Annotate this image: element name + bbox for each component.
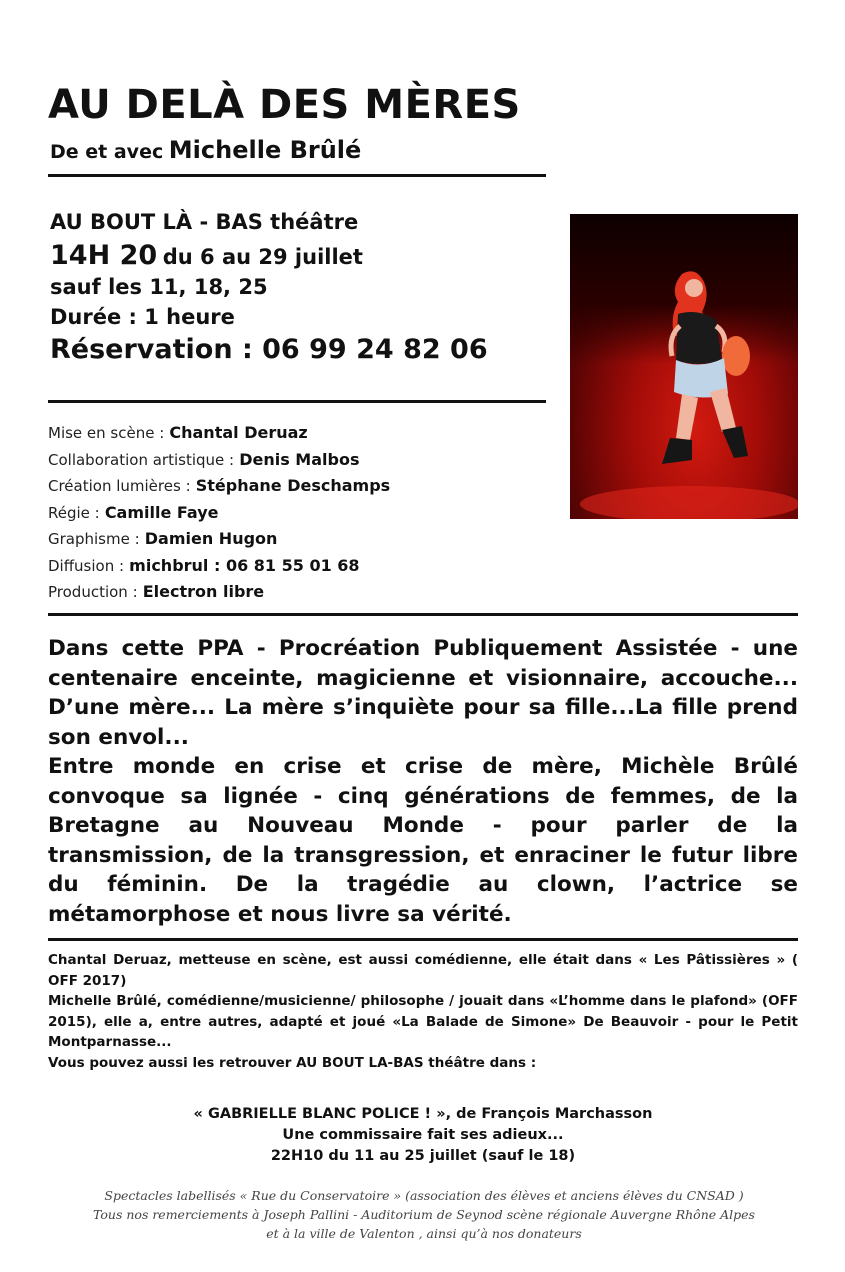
other-show-block xyxy=(48,1104,798,1167)
credit-name: Electron libre xyxy=(142,582,265,601)
reservation-phone: Réservation : 06 99 24 82 06 xyxy=(50,334,488,365)
divider xyxy=(48,613,798,616)
credit-row xyxy=(48,553,390,580)
credit-row xyxy=(48,420,390,447)
credit-name: Chantal Deruaz xyxy=(169,423,308,442)
credit-name: Denis Malbos xyxy=(239,449,360,469)
credit-row xyxy=(48,500,390,527)
performer-on-red-stage-photo-icon xyxy=(570,214,798,519)
show-time: 14H 20 xyxy=(50,240,158,271)
description-paragraph: Dans cette PPA - Procréation Publiquement Assistée - une centenaire enceinte, magicienne et visionnaire, accouche... D’une mère... La mère s’inquiète pour sa fille...La fille prend son envol... xyxy=(48,636,798,750)
credit-row xyxy=(48,526,390,553)
bio-paragraph: Chantal Deruaz, metteuse en scène, est aussi comédienne, elle était dans « Les Pâtissières » ( OFF 2017) xyxy=(48,952,798,989)
credit-role: Diffusion : xyxy=(48,556,125,575)
other-show-schedule: 22H10 du 11 au 25 juillet (sauf le 18) xyxy=(270,1148,576,1164)
credit-role: Graphisme : xyxy=(48,530,140,548)
credit-row xyxy=(48,447,390,474)
show-subtitle xyxy=(50,136,361,164)
divider xyxy=(48,174,546,177)
subtitle-prefix: De et avec xyxy=(50,141,164,163)
footer-line: Tous nos remerciements à Joseph Pallini - Auditorium de Seynod scène régionale Auvergne Rhône Alpes xyxy=(93,1207,755,1222)
credit-role: Régie : xyxy=(48,503,100,522)
credit-row xyxy=(48,579,390,606)
description-paragraph: Entre monde en crise et crise de mère, Michèle Brûlé convoque sa lignée - cinq générations de femmes, de la Bretagne au Nouveau Monde - pour parler de la transmission, de la transgression, et enraciner le futur libre du féminin. De la tragédie au clown, l’actrice se métamorphose et nous livre sa vérité. xyxy=(48,754,798,927)
footer-line: Spectacles labellisés « Rue du Conservatoire » (association des élèves et anciens élèves du CNSAD ) xyxy=(104,1188,744,1203)
bio-paragraph: Vous pouvez aussi les retrouver AU BOUT LA-BAS théâtre dans : xyxy=(48,1054,537,1071)
credit-role: Collaboration artistique : xyxy=(48,450,235,469)
show-schedule xyxy=(50,240,363,271)
show-description xyxy=(48,634,798,929)
show-title: AU DELÀ DES MÈRES xyxy=(48,82,521,128)
other-show-title: « GABRIELLE BLANC POLICE ! », de François Marchasson xyxy=(193,1106,653,1122)
subtitle-author: Michelle Brûlé xyxy=(168,136,362,164)
artist-bios xyxy=(48,950,798,1073)
show-exceptions: sauf les 11, 18, 25 xyxy=(50,275,268,299)
credit-name: michbrul : 06 81 55 01 68 xyxy=(129,555,360,575)
credits-list xyxy=(48,420,390,606)
footer-acknowledgements xyxy=(28,1186,820,1243)
divider xyxy=(48,400,546,403)
venue-name: AU BOUT LÀ - BAS théâtre xyxy=(50,210,359,234)
show-dates: du 6 au 29 juillet xyxy=(162,245,363,269)
bio-paragraph: Michelle Brûlé, comédienne/musicienne/ philosophe / jouait dans «L’homme dans le plafond» (OFF 2015), elle a, entre autres, adapté et joué «La Balade de Simone» De Beauvoir - pour le Petit Montparnasse... xyxy=(48,993,798,1050)
credit-role: Mise en scène : xyxy=(48,424,165,442)
footer-line: et à la ville de Valenton , ainsi qu’à nos donateurs xyxy=(266,1226,582,1241)
credit-name: Stéphane Deschamps xyxy=(195,476,391,495)
credit-role: Création lumières : xyxy=(48,477,191,495)
credit-name: Camille Faye xyxy=(104,502,219,522)
divider xyxy=(48,938,798,941)
credit-role: Production : xyxy=(48,583,138,601)
other-show-tagline: Une commissaire fait ses adieux... xyxy=(282,1127,564,1143)
credit-name: Damien Hugon xyxy=(144,529,278,548)
credit-row xyxy=(48,473,390,500)
show-duration: Durée : 1 heure xyxy=(50,305,235,329)
performer-photo xyxy=(570,214,798,519)
